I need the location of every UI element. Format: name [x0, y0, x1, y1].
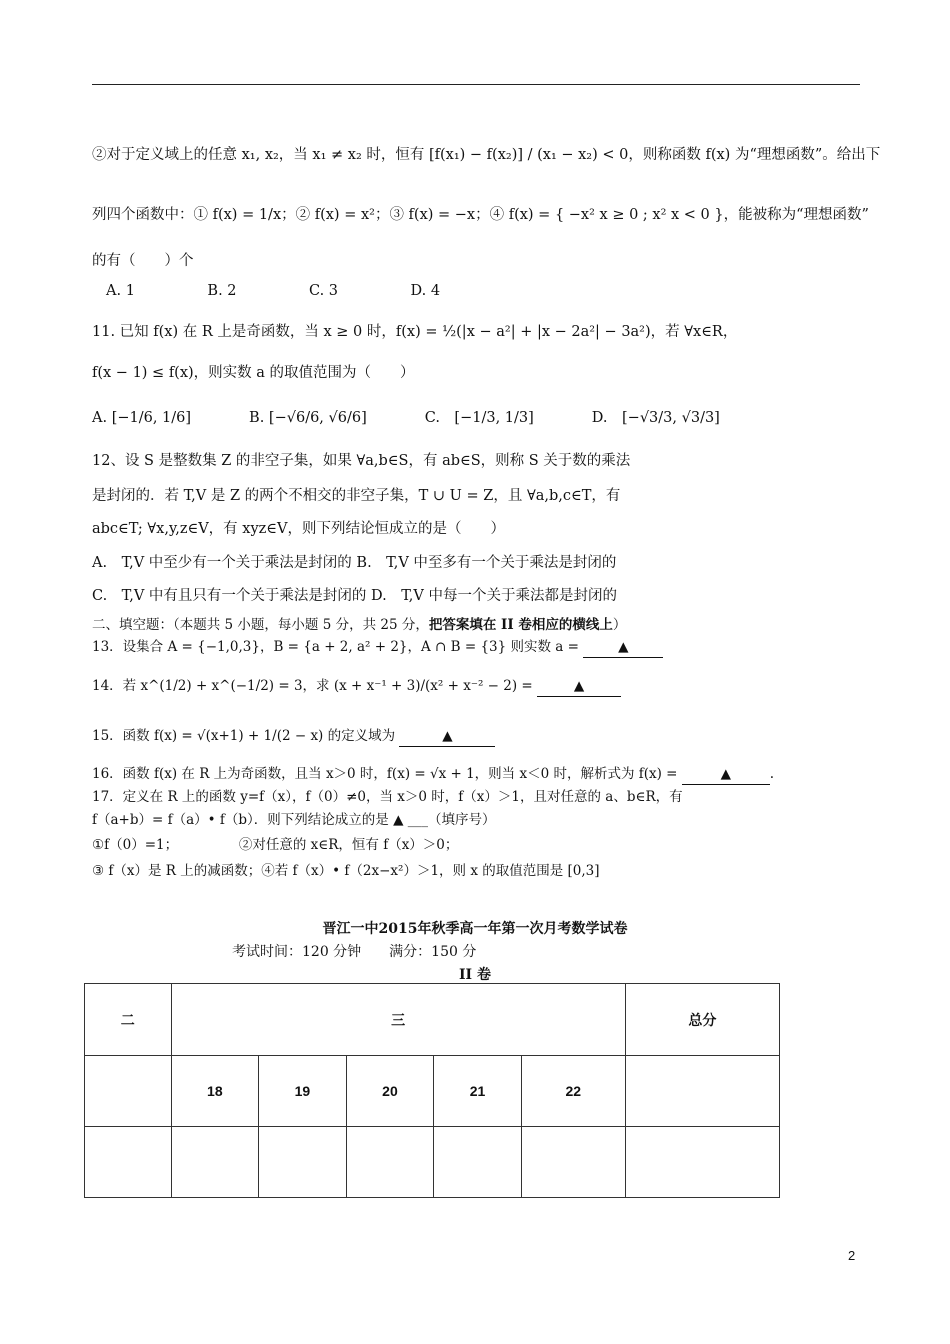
q10-condition-line: ②对于定义域上的任意 x₁, x₂，当 x₁ ≠ x₂ 时，恒有 [f(x₁) − f(x₂)] / (x₁ − x₂) < 0，则称函数 f(x) 为“理想函数”。给出下 [92, 147, 881, 163]
section-three-header: 三 [171, 984, 625, 1056]
q16-answer-blank: ▲ [682, 764, 770, 785]
q17-stem: 17．定义在 R 上的函数 y=f（x），f（0）≠0，当 x＞0 时，f（x）＞1，且对任意的 a、b∈R，有 [92, 789, 683, 805]
q10-functions-line: 列四个函数中：① f(x) = 1/x；② f(x) = x²；③ f(x) = −x；④ f(x) = { −x² x ≥ 0 ; x² x < 0 }，能被称为“理想函数” [92, 207, 869, 223]
q16-line: 16．函数 f(x) 在 R 上为奇函数，且当 x＞0 时，f(x) = √x + 1，则当 x＜0 时，解析式为 f(x) = ▲ . [92, 764, 774, 785]
question-number-cell: 22 [521, 1056, 625, 1127]
score-table-header-row [85, 984, 780, 1056]
q13-line: 13．设集合 A = {−1,0,3}，B = {a + 2, a² + 2}，A ∩ B = {3} 则实数 a = ▲ [92, 637, 663, 658]
question-number-row [85, 1056, 780, 1127]
header-rule [92, 84, 860, 85]
q15-answer-blank: ▲ [399, 726, 495, 747]
question-number-cell: 20 [346, 1056, 434, 1127]
score-cell [85, 1056, 172, 1127]
section2-heading: 二、填空题：（本题共 5 小题，每小题 5 分，共 25 分，把答案填在 II 卷相应的横线上） [92, 617, 627, 633]
exam-info: 考试时间：120 分钟 满分：150 分 [232, 944, 477, 960]
score-cell [171, 1127, 259, 1198]
q17-items-3-4: ③ f（x）是 R 上的减函数；④若 f（x）• f（2x−x²）＞1，则 x 的取值范围是 [0,3] [92, 863, 600, 879]
total-score-header: 总分 [625, 984, 779, 1056]
q12-stem-cont1: 是封闭的．若 T,V 是 Z 的两个不相交的非空子集，T ∪ U = Z，且 ∀a,b,c∈T，有 [92, 488, 621, 504]
q17-stem-cont: f（a+b）= f（a）• f（b）．则下列结论成立的是 ▲ ___（填序号） [92, 812, 496, 828]
score-table [84, 983, 780, 1198]
q11-stem: 11. 已知 f(x) 在 R 上是奇函数，当 x ≥ 0 时，f(x) = ½(|x − a²| + |x − 2a²| − 3a²)，若 ∀x∈R， [92, 324, 738, 340]
q12-options-cd: C. T,V 中有且只有一个关于乘法是封闭的 D. T,V 中每一个关于乘法都是封闭的 [92, 588, 617, 604]
q12-stem-cont2: abc∈T; ∀x,y,z∈V，有 xyz∈V，则下列结论恒成立的是（ ） [92, 521, 506, 537]
score-cell [259, 1127, 347, 1198]
q11-stem-cont: f(x − 1) ≤ f(x)，则实数 a 的取值范围为（ ） [92, 365, 415, 381]
q10-question-line: 的有（ ）个 [92, 253, 194, 269]
q12-options-ab: A. T,V 中至少有一个关于乘法是封闭的 B. T,V 中至多有一个关于乘法是封闭的 [92, 555, 617, 571]
score-cell [625, 1127, 779, 1198]
q15-line: 15．函数 f(x) = √(x+1) + 1/(2 − x) 的定义域为 ▲ [92, 726, 495, 747]
section2-instruction: 把答案填在 II 卷相应的横线上 [428, 617, 613, 633]
q11-options: A. [−1/6, 1/6] B. [−√6/6, √6/6] C. [−1/3, 1/3] D. [−√3/3, √3/3] [92, 410, 720, 426]
question-number-cell: 18 [171, 1056, 259, 1127]
q14-line: 14．若 x^(1/2) + x^(−1/2) = 3，求 (x + x⁻¹ + 3)/(x² + x⁻² − 2) = ▲ [92, 676, 621, 697]
section-two-header: 二 [85, 984, 172, 1056]
score-cell [521, 1127, 625, 1198]
score-cell [85, 1127, 172, 1198]
score-cell [625, 1056, 779, 1127]
q12-stem: 12、设 S 是整数集 Z 的非空子集，如果 ∀a,b∈S，有 ab∈S，则称 S 关于数的乘法 [92, 453, 631, 469]
score-cell [346, 1127, 434, 1198]
volume-label: II 卷 [459, 967, 491, 983]
question-number-cell: 19 [259, 1056, 347, 1127]
page-number: 2 [848, 1248, 856, 1263]
q17-items-1-2: ①f（0）=1； ②对任意的 x∈R，恒有 f（x）＞0； [92, 837, 459, 853]
exam-title: 晋江一中2015年秋季高一年第一次月考数学试卷 [322, 921, 628, 937]
question-number-cell: 21 [434, 1056, 522, 1127]
q10-options: A. 1 B. 2 C. 3 D. 4 [106, 283, 441, 299]
q13-answer-blank: ▲ [583, 637, 663, 658]
score-entry-row [85, 1127, 780, 1198]
score-cell [434, 1127, 522, 1198]
q14-answer-blank: ▲ [537, 676, 621, 697]
